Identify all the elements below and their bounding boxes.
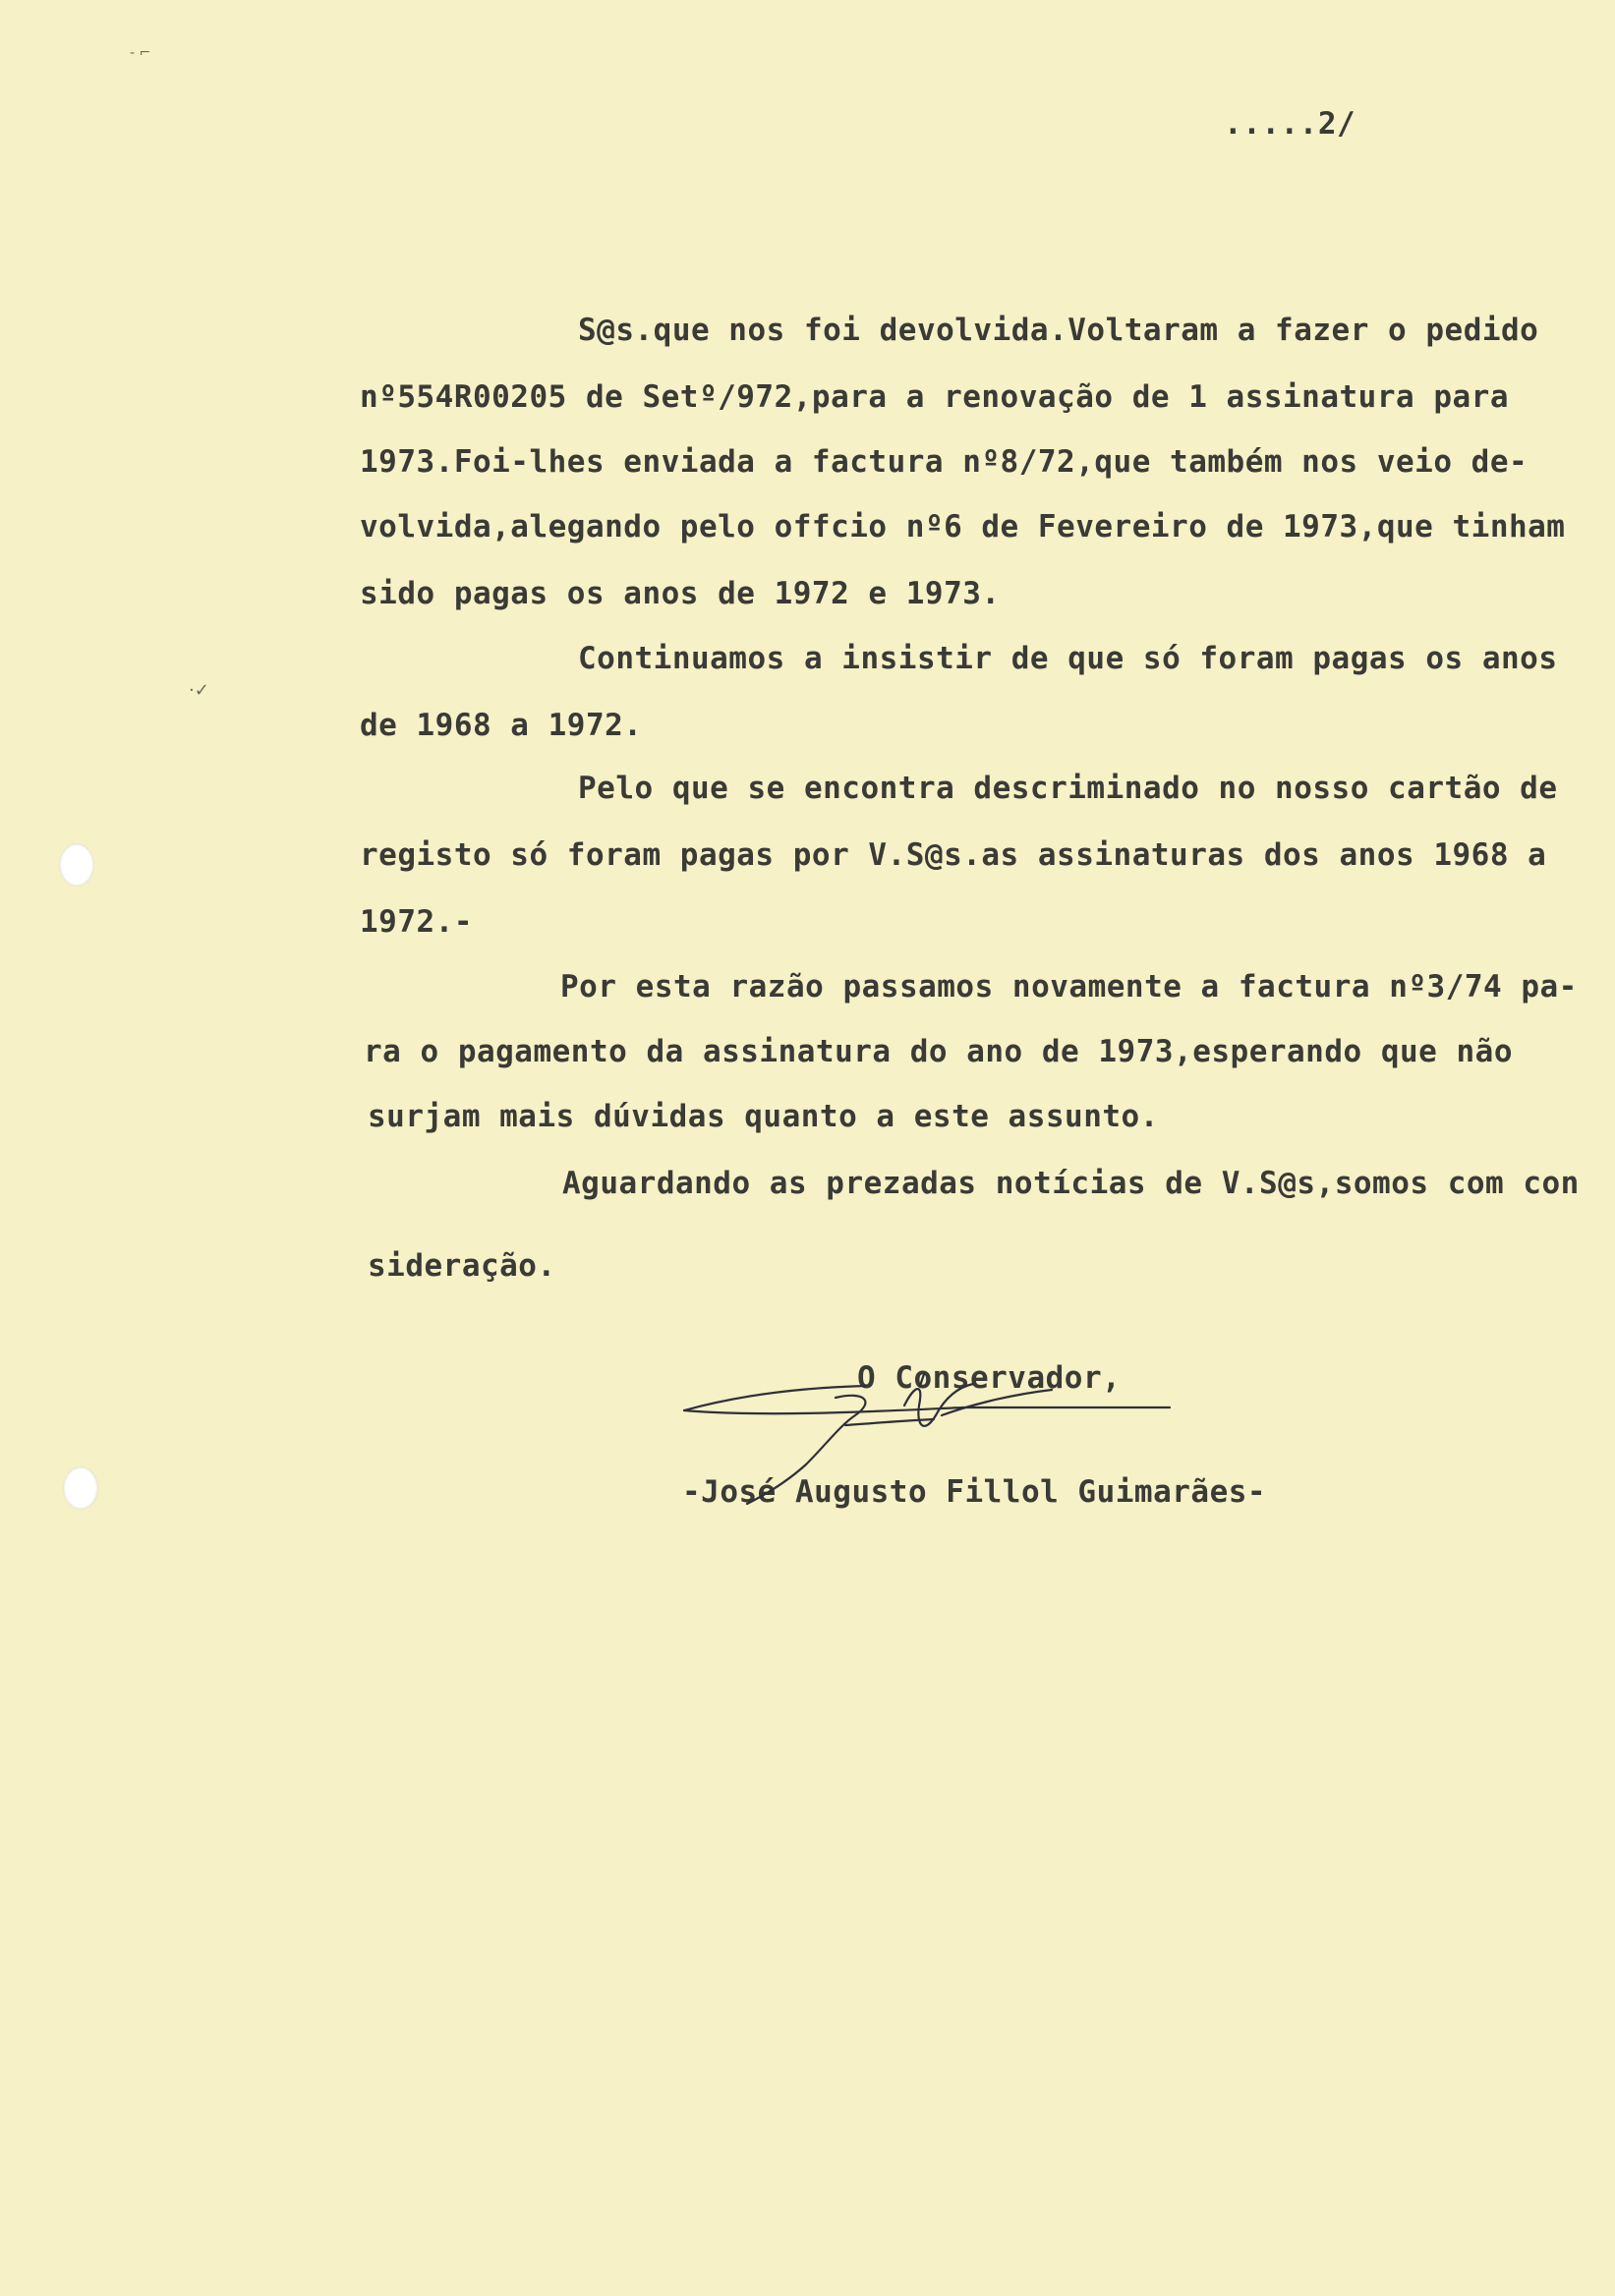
body-line-9: registo só foram pagas por V.S@s.as assinaturas dos anos 1968 a <box>360 837 1547 873</box>
body-line-2: nº554R00205 de Setº/972,para a renovação de 1 assinatura para <box>360 379 1509 415</box>
body-line-10: 1972.- <box>360 904 473 940</box>
handwritten-signature <box>678 1347 1189 1523</box>
body-line-6: Continuamos a insistir de que só foram pagas os anos <box>578 641 1558 676</box>
body-line-12: ra o pagamento da assinatura do ano de 1973,esperando que não <box>364 1034 1513 1069</box>
body-line-1: S@s.que nos foi devolvida.Voltaram a fazer o pedido <box>578 313 1539 348</box>
body-line-5: sido pagas os anos de 1972 e 1973. <box>360 576 1001 611</box>
page-number: .....2/ <box>1224 106 1356 142</box>
body-line-3: 1973.Foi-lhes enviada a factura nº8/72,que também nos veio de- <box>360 444 1528 480</box>
body-line-4: volvida,alegando pelo offcio nº6 de Fevereiro de 1973,que tinham <box>360 509 1566 545</box>
body-line-11: Por esta razão passamos novamente a factura nº3/74 pa- <box>560 969 1578 1004</box>
corner-mark: ‑ ⌐ <box>130 45 151 61</box>
body-line-14: Aguardando as prezadas notícias de V.S@s,somos com con <box>562 1166 1580 1201</box>
margin-mark: ·✓ <box>189 680 209 701</box>
body-line-15: sideração. <box>368 1248 556 1284</box>
signature-title: O Conservador, <box>857 1360 1122 1396</box>
body-line-8: Pelo que se encontra descriminado no nosso cartão de <box>578 771 1558 806</box>
body-line-13: surjam mais dúvidas quanto a este assunto. <box>368 1099 1159 1134</box>
signatory-name: -José Augusto Fillol Guimarães- <box>682 1474 1267 1510</box>
punch-hole-bottom <box>63 1466 98 1510</box>
body-line-7: de 1968 a 1972. <box>360 708 643 743</box>
punch-hole-top <box>59 843 94 887</box>
